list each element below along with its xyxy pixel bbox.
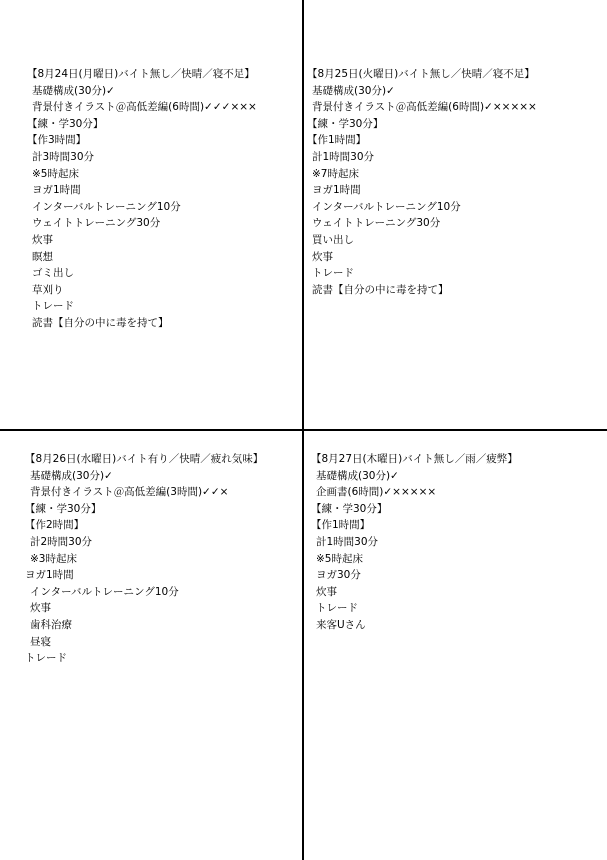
entry-line: 計2時間30分: [30, 535, 93, 548]
entry-line: ウェイトトレーニング30分: [32, 217, 161, 230]
entry-date-header: 【8月24日(月曜日)バイト無し／快晴／寝不足】: [27, 68, 255, 80]
entry-line: 【作1時間】: [307, 134, 367, 147]
entry-line: 計1時間30分: [316, 535, 379, 548]
entry-line: トレード: [32, 300, 74, 313]
entry-line: 来客Uさん: [316, 618, 366, 631]
entry-line: 【練・学30分】: [25, 502, 102, 515]
entry-line: 計1時間30分: [312, 150, 375, 163]
entry-line: 【練・学30分】: [307, 117, 384, 130]
entry-line: 背景付きイラスト＠高低差編(6時間)✓✓✓×××: [32, 101, 257, 114]
entry-line: ※7時起床: [312, 167, 359, 180]
entry-line: 歯科治療: [30, 618, 72, 631]
journal-entry-aug-25: [307, 66, 537, 298]
entry-line: 瞑想: [32, 250, 53, 263]
entry-line: ※3時起床: [30, 552, 77, 565]
entry-line: 【作2時間】: [25, 519, 85, 532]
entry-date-header: 【8月27日(木曜日)バイト無し／雨／疲弊】: [311, 453, 518, 465]
entry-line: ヨガ1時間: [312, 184, 361, 197]
entry-line: インターバルトレーニング10分: [30, 585, 179, 598]
entry-line: ヨガ30分: [316, 569, 361, 582]
entry-line: ウェイトトレーニング30分: [312, 217, 441, 230]
entry-line: 【練・学30分】: [27, 117, 104, 130]
entry-line: 買い出し: [312, 233, 354, 246]
entry-line: 昼寝: [30, 635, 51, 648]
entry-line: インターバルトレーニング10分: [32, 200, 181, 213]
entry-line: トレード: [25, 652, 67, 665]
entry-line: 炊事: [32, 233, 53, 246]
entry-line: ゴミ出し: [32, 267, 74, 280]
entry-line: トレード: [312, 267, 354, 280]
entry-line: 基礎構成(30分)✓: [32, 84, 115, 97]
entry-line: インターバルトレーニング10分: [312, 200, 461, 213]
entry-line: 企画書(6時間)✓×××××: [316, 486, 437, 499]
entry-line: 炊事: [30, 602, 51, 615]
horizontal-divider: [0, 429, 607, 431]
entry-line: 基礎構成(30分)✓: [312, 84, 395, 97]
entry-date-header: 【8月25日(火曜日)バイト無し／快晴／寝不足】: [307, 68, 535, 80]
entry-line: トレード: [316, 602, 358, 615]
entry-line: 計3時間30分: [32, 150, 95, 163]
entry-line: 読書【自分の中に毒を持て】: [312, 283, 449, 296]
entry-line: 【練・学30分】: [311, 502, 388, 515]
entry-line: 【作1時間】: [311, 519, 371, 532]
entry-line: 背景付きイラスト＠高低差編(6時間)✓×××××: [312, 101, 537, 114]
journal-entry-aug-24: [27, 66, 257, 332]
entry-line: ヨガ1時間: [32, 184, 81, 197]
entry-line: 炊事: [312, 250, 333, 263]
entry-line: ※5時起床: [32, 167, 79, 180]
entry-line: ※5時起床: [316, 552, 363, 565]
entry-line: 基礎構成(30分)✓: [30, 469, 113, 482]
entry-line: 背景付きイラスト＠高低差編(3時間)✓✓×: [30, 486, 229, 499]
journal-entry-aug-26: [25, 451, 263, 667]
entry-line: 読書【自分の中に毒を持て】: [32, 316, 169, 329]
entry-date-header: 【8月26日(水曜日)バイト有り／快晴／疲れ気味】: [25, 453, 264, 465]
entry-line: ヨガ1時間: [25, 569, 74, 582]
entry-line: 【作3時間】: [27, 134, 87, 147]
entry-line: 炊事: [316, 585, 337, 598]
entry-line: 基礎構成(30分)✓: [316, 469, 399, 482]
entry-line: 草刈り: [32, 283, 64, 296]
journal-entry-aug-27: [311, 451, 518, 634]
